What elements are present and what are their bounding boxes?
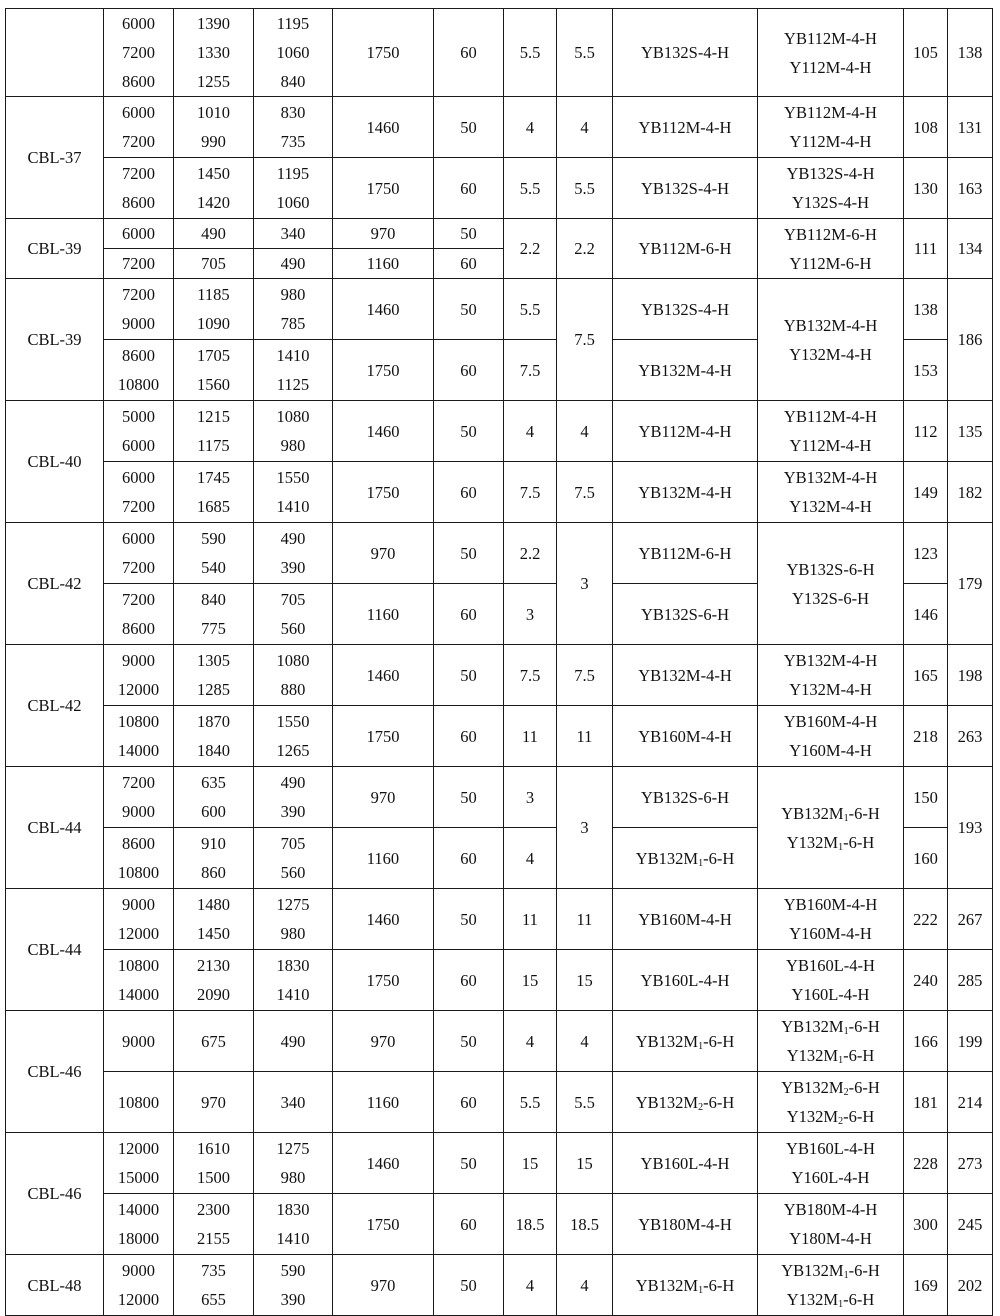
motor-alt-cell: YB160L-4-H Y160L-4-H [758, 950, 904, 1011]
pressure-b-cell: 830 735 [254, 97, 333, 158]
motor-power-cell: 2.2 [557, 219, 613, 279]
pressure-b-cell: 490 [254, 249, 333, 279]
motor-power-cell: 4 [557, 401, 613, 462]
motor-power-cell: 3 [557, 767, 613, 889]
pressure-a-cell: 705 [174, 249, 254, 279]
pressure-b-cell: 1550 1265 [254, 706, 333, 767]
table-row [6, 645, 993, 706]
pressure-a-cell: 1010 990 [174, 97, 254, 158]
power-cell: 4 [504, 1255, 557, 1316]
weight-a-cell: 146 [904, 584, 948, 645]
power-cell: 5.5 [504, 279, 557, 340]
weight-a-cell: 108 [904, 97, 948, 158]
speed-cell: 970 [333, 523, 434, 584]
motor-alt-cell: YB180M-4-H Y180M-4-H [758, 1194, 904, 1255]
pressure-a-cell: 1215 1175 [174, 401, 254, 462]
pressure-a-cell: 1610 1500 [174, 1133, 254, 1194]
flow-cell: 9000 12000 [104, 1255, 174, 1316]
pressure-b-cell: 490 390 [254, 523, 333, 584]
speed-cell: 1460 [333, 889, 434, 950]
pressure-b-cell: 705 560 [254, 828, 333, 889]
speed-cell: 1750 [333, 1194, 434, 1255]
motor-power-cell: 4 [557, 97, 613, 158]
speed-cell: 1750 [333, 950, 434, 1011]
motor-power-cell: 11 [557, 889, 613, 950]
motor-type-cell: YB112M-6-H [613, 523, 758, 584]
pressure-b-cell: 980 785 [254, 279, 333, 340]
motor-power-cell: 4 [557, 1255, 613, 1316]
model-cell [6, 9, 104, 97]
power-cell: 4 [504, 828, 557, 889]
weight-b-cell: 263 [948, 706, 993, 767]
flow-cell: 10800 14000 [104, 950, 174, 1011]
table-row [6, 97, 993, 158]
pressure-b-cell: 1410 1125 [254, 340, 333, 401]
power-cell: 7.5 [504, 462, 557, 523]
power-cell: 18.5 [504, 1194, 557, 1255]
freq-cell: 60 [434, 584, 504, 645]
freq-cell: 60 [434, 828, 504, 889]
weight-b-cell: 202 [948, 1255, 993, 1316]
pressure-a-cell: 1390 1330 1255 [174, 9, 254, 97]
freq-cell: 50 [434, 1011, 504, 1072]
motor-power-cell: 3 [557, 523, 613, 645]
weight-b-cell: 134 [948, 219, 993, 279]
freq-cell: 50 [434, 889, 504, 950]
power-cell: 3 [504, 767, 557, 828]
flow-cell: 9000 12000 [104, 645, 174, 706]
freq-cell: 60 [434, 462, 504, 523]
motor-power-cell: 5.5 [557, 1072, 613, 1133]
flow-cell: 9000 12000 [104, 889, 174, 950]
freq-cell: 50 [434, 97, 504, 158]
speed-cell: 1750 [333, 706, 434, 767]
weight-a-cell: 222 [904, 889, 948, 950]
weight-a-cell: 181 [904, 1072, 948, 1133]
motor-type-cell: YB132S-4-H [613, 279, 758, 340]
pressure-b-cell: 1550 1410 [254, 462, 333, 523]
table-row [6, 1255, 993, 1316]
flow-cell: 6000 7200 [104, 462, 174, 523]
pressure-b-cell: 1195 1060 840 [254, 9, 333, 97]
weight-b-cell: 193 [948, 767, 993, 889]
freq-cell: 60 [434, 158, 504, 219]
pressure-a-cell: 1745 1685 [174, 462, 254, 523]
weight-a-cell: 240 [904, 950, 948, 1011]
motor-alt-cell: YB160M-4-H Y160M-4-H [758, 889, 904, 950]
pressure-a-cell: 1185 1090 [174, 279, 254, 340]
weight-b-cell: 163 [948, 158, 993, 219]
weight-a-cell: 123 [904, 523, 948, 584]
motor-type-cell: YB112M-6-H [613, 219, 758, 279]
weight-b-cell: 186 [948, 279, 993, 401]
motor-alt-cell: $YB132M_2-6-H$ $Y132M_2-6-H$ [758, 1072, 904, 1133]
motor-power-cell: 7.5 [557, 279, 613, 401]
motor-power-cell: 5.5 [557, 158, 613, 219]
model-cell: CBL-39 [6, 219, 104, 279]
freq-cell: 50 [434, 219, 504, 249]
motor-type-cell: YB132M-4-H [613, 340, 758, 401]
speed-cell: 970 [333, 1255, 434, 1316]
flow-cell: 8600 10800 [104, 828, 174, 889]
motor-alt-cell: YB160L-4-H Y160L-4-H [758, 1133, 904, 1194]
table-row [6, 523, 993, 584]
motor-alt-cell: YB132M-4-H Y132M-4-H [758, 462, 904, 523]
motor-type-cell: YB132M-4-H [613, 462, 758, 523]
flow-cell: 9000 [104, 1011, 174, 1072]
power-cell: 15 [504, 1133, 557, 1194]
flow-cell: 6000 7200 [104, 97, 174, 158]
freq-cell: 60 [434, 706, 504, 767]
table-row [6, 158, 993, 219]
pressure-b-cell: 705 560 [254, 584, 333, 645]
motor-alt-cell: YB112M-4-H Y112M-4-H [758, 401, 904, 462]
power-cell: 2.2 [504, 523, 557, 584]
pressure-a-cell: 1305 1285 [174, 645, 254, 706]
speed-cell: 970 [333, 219, 434, 249]
weight-a-cell: 130 [904, 158, 948, 219]
motor-type-cell: YB132S-6-H [613, 767, 758, 828]
table-row [6, 1194, 993, 1255]
model-cell: CBL-46 [6, 1133, 104, 1255]
motor-type-cell: YB132S-4-H [613, 9, 758, 97]
motor-alt-cell: YB132M-4-H Y132M-4-H [758, 279, 904, 401]
pressure-b-cell: 340 [254, 1072, 333, 1133]
motor-alt-cell: YB160M-4-H Y160M-4-H [758, 706, 904, 767]
flow-cell: 7200 9000 [104, 279, 174, 340]
weight-b-cell: 199 [948, 1011, 993, 1072]
table-row [6, 950, 993, 1011]
power-cell: 7.5 [504, 645, 557, 706]
motor-power-cell: 18.5 [557, 1194, 613, 1255]
motor-type-cell: YB160M-4-H [613, 889, 758, 950]
pressure-a-cell: 970 [174, 1072, 254, 1133]
motor-alt-cell: YB132S-6-H Y132S-6-H [758, 523, 904, 645]
motor-type-cell: $YB132M_2-6-H$ [613, 1072, 758, 1133]
model-cell: CBL-48 [6, 1255, 104, 1316]
weight-b-cell: 273 [948, 1133, 993, 1194]
pressure-b-cell: 490 390 [254, 767, 333, 828]
model-cell: CBL-39 [6, 279, 104, 401]
pressure-a-cell: 1450 1420 [174, 158, 254, 219]
pressure-b-cell: 1275 980 [254, 1133, 333, 1194]
table-row [6, 1011, 993, 1072]
table-row [6, 706, 993, 767]
weight-b-cell: 198 [948, 645, 993, 706]
motor-power-cell: 11 [557, 706, 613, 767]
model-cell: CBL-42 [6, 523, 104, 645]
model-cell: CBL-46 [6, 1011, 104, 1133]
flow-cell: 10800 [104, 1072, 174, 1133]
power-cell: 5.5 [504, 1072, 557, 1133]
freq-cell: 60 [434, 249, 504, 279]
speed-cell: 970 [333, 767, 434, 828]
power-cell: 7.5 [504, 340, 557, 401]
pressure-a-cell: 675 [174, 1011, 254, 1072]
freq-cell: 50 [434, 401, 504, 462]
pressure-b-cell: 490 [254, 1011, 333, 1072]
weight-a-cell: 165 [904, 645, 948, 706]
weight-a-cell: 160 [904, 828, 948, 889]
flow-cell: 6000 7200 8600 [104, 9, 174, 97]
freq-cell: 50 [434, 645, 504, 706]
power-cell: 4 [504, 401, 557, 462]
speed-cell: 1460 [333, 279, 434, 340]
pressure-b-cell: 1080 980 [254, 401, 333, 462]
freq-cell: 60 [434, 9, 504, 97]
weight-a-cell: 150 [904, 767, 948, 828]
pump-spec-table [5, 8, 993, 1316]
motor-type-cell: YB160L-4-H [613, 950, 758, 1011]
pressure-b-cell: 1830 1410 [254, 950, 333, 1011]
motor-alt-cell: YB132S-4-H Y132S-4-H [758, 158, 904, 219]
table-row [6, 462, 993, 523]
power-cell: 4 [504, 97, 557, 158]
speed-cell: 1160 [333, 249, 434, 279]
weight-b-cell: 285 [948, 950, 993, 1011]
weight-b-cell: 179 [948, 523, 993, 645]
table-row [6, 279, 993, 340]
flow-cell: 12000 15000 [104, 1133, 174, 1194]
weight-a-cell: 169 [904, 1255, 948, 1316]
pressure-b-cell: 1275 980 [254, 889, 333, 950]
flow-cell: 10800 14000 [104, 706, 174, 767]
freq-cell: 50 [434, 279, 504, 340]
speed-cell: 1750 [333, 158, 434, 219]
pressure-a-cell: 735 655 [174, 1255, 254, 1316]
weight-b-cell: 267 [948, 889, 993, 950]
model-cell: CBL-40 [6, 401, 104, 523]
power-cell: 3 [504, 584, 557, 645]
pressure-a-cell: 2130 2090 [174, 950, 254, 1011]
power-cell: 2.2 [504, 219, 557, 279]
power-cell: 11 [504, 889, 557, 950]
pressure-a-cell: 1480 1450 [174, 889, 254, 950]
model-cell: CBL-44 [6, 767, 104, 889]
pressure-b-cell: 340 [254, 219, 333, 249]
speed-cell: 1160 [333, 584, 434, 645]
power-cell: 4 [504, 1011, 557, 1072]
motor-power-cell: 4 [557, 1011, 613, 1072]
table-row [6, 889, 993, 950]
table-row [6, 9, 993, 97]
weight-a-cell: 228 [904, 1133, 948, 1194]
weight-a-cell: 138 [904, 279, 948, 340]
motor-alt-cell: $YB132M_1-6-H$ $Y132M_1-6-H$ [758, 1255, 904, 1316]
weight-b-cell: 245 [948, 1194, 993, 1255]
motor-alt-cell: $YB132M_1-6-H$ $Y132M_1-6-H$ [758, 1011, 904, 1072]
pressure-a-cell: 590 540 [174, 523, 254, 584]
motor-type-cell: YB132S-6-H [613, 584, 758, 645]
motor-type-cell: YB160L-4-H [613, 1133, 758, 1194]
weight-a-cell: 166 [904, 1011, 948, 1072]
motor-type-cell: YB112M-4-H [613, 401, 758, 462]
flow-cell: 7200 [104, 249, 174, 279]
motor-power-cell: 7.5 [557, 462, 613, 523]
speed-cell: 1160 [333, 828, 434, 889]
weight-b-cell: 135 [948, 401, 993, 462]
power-cell: 15 [504, 950, 557, 1011]
speed-cell: 1460 [333, 645, 434, 706]
speed-cell: 1460 [333, 1133, 434, 1194]
speed-cell: 1750 [333, 462, 434, 523]
model-cell: CBL-44 [6, 889, 104, 1011]
table-row [6, 1072, 993, 1133]
motor-type-cell: YB180M-4-H [613, 1194, 758, 1255]
pressure-a-cell: 2300 2155 [174, 1194, 254, 1255]
pressure-a-cell: 1870 1840 [174, 706, 254, 767]
motor-power-cell: 15 [557, 1133, 613, 1194]
motor-power-cell: 15 [557, 950, 613, 1011]
freq-cell: 50 [434, 523, 504, 584]
pressure-b-cell: 1830 1410 [254, 1194, 333, 1255]
flow-cell: 6000 7200 [104, 523, 174, 584]
pressure-a-cell: 1705 1560 [174, 340, 254, 401]
freq-cell: 50 [434, 1133, 504, 1194]
weight-a-cell: 300 [904, 1194, 948, 1255]
flow-cell: 7200 9000 [104, 767, 174, 828]
freq-cell: 60 [434, 950, 504, 1011]
speed-cell: 1460 [333, 97, 434, 158]
flow-cell: 8600 10800 [104, 340, 174, 401]
freq-cell: 50 [434, 1255, 504, 1316]
pressure-b-cell: 1195 1060 [254, 158, 333, 219]
power-cell: 11 [504, 706, 557, 767]
freq-cell: 50 [434, 767, 504, 828]
pressure-a-cell: 490 [174, 219, 254, 249]
weight-b-cell: 214 [948, 1072, 993, 1133]
weight-a-cell: 149 [904, 462, 948, 523]
speed-cell: 970 [333, 1011, 434, 1072]
table-row [6, 767, 993, 828]
weight-a-cell: 112 [904, 401, 948, 462]
model-cell: CBL-42 [6, 645, 104, 767]
speed-cell: 1750 [333, 340, 434, 401]
weight-b-cell: 182 [948, 462, 993, 523]
motor-type-cell: YB112M-4-H [613, 97, 758, 158]
weight-b-cell: 138 [948, 9, 993, 97]
flow-cell: 5000 6000 [104, 401, 174, 462]
motor-type-cell: $YB132M_1-6-H$ [613, 1255, 758, 1316]
freq-cell: 60 [434, 1072, 504, 1133]
speed-cell: 1160 [333, 1072, 434, 1133]
pressure-b-cell: 1080 880 [254, 645, 333, 706]
table-row [6, 219, 993, 249]
motor-alt-cell: YB112M-6-H Y112M-6-H [758, 219, 904, 279]
motor-type-cell: $YB132M_1-6-H$ [613, 1011, 758, 1072]
motor-alt-cell: YB112M-4-H Y112M-4-H [758, 9, 904, 97]
power-cell: 5.5 [504, 158, 557, 219]
motor-alt-cell: YB132M-4-H Y132M-4-H [758, 645, 904, 706]
table-row [6, 1133, 993, 1194]
pressure-a-cell: 635 600 [174, 767, 254, 828]
weight-a-cell: 105 [904, 9, 948, 97]
weight-a-cell: 111 [904, 219, 948, 279]
flow-cell: 6000 [104, 219, 174, 249]
motor-type-cell: YB132S-4-H [613, 158, 758, 219]
table-row [6, 401, 993, 462]
weight-b-cell: 131 [948, 97, 993, 158]
freq-cell: 60 [434, 340, 504, 401]
pressure-a-cell: 910 860 [174, 828, 254, 889]
flow-cell: 7200 8600 [104, 158, 174, 219]
speed-cell: 1460 [333, 401, 434, 462]
power-cell: 5.5 [504, 9, 557, 97]
motor-type-cell: YB160M-4-H [613, 706, 758, 767]
flow-cell: 7200 8600 [104, 584, 174, 645]
pressure-b-cell: 590 390 [254, 1255, 333, 1316]
speed-cell: 1750 [333, 9, 434, 97]
motor-power-cell: 5.5 [557, 9, 613, 97]
pressure-a-cell: 840 775 [174, 584, 254, 645]
weight-a-cell: 153 [904, 340, 948, 401]
motor-alt-cell: YB112M-4-H Y112M-4-H [758, 97, 904, 158]
motor-type-cell: $YB132M_1-6-H$ [613, 828, 758, 889]
freq-cell: 60 [434, 1194, 504, 1255]
model-cell: CBL-37 [6, 97, 104, 219]
motor-type-cell: YB132M-4-H [613, 645, 758, 706]
motor-alt-cell: $YB132M_1-6-H$ $Y132M_1-6-H$ [758, 767, 904, 889]
flow-cell: 14000 18000 [104, 1194, 174, 1255]
weight-a-cell: 218 [904, 706, 948, 767]
motor-power-cell: 7.5 [557, 645, 613, 706]
